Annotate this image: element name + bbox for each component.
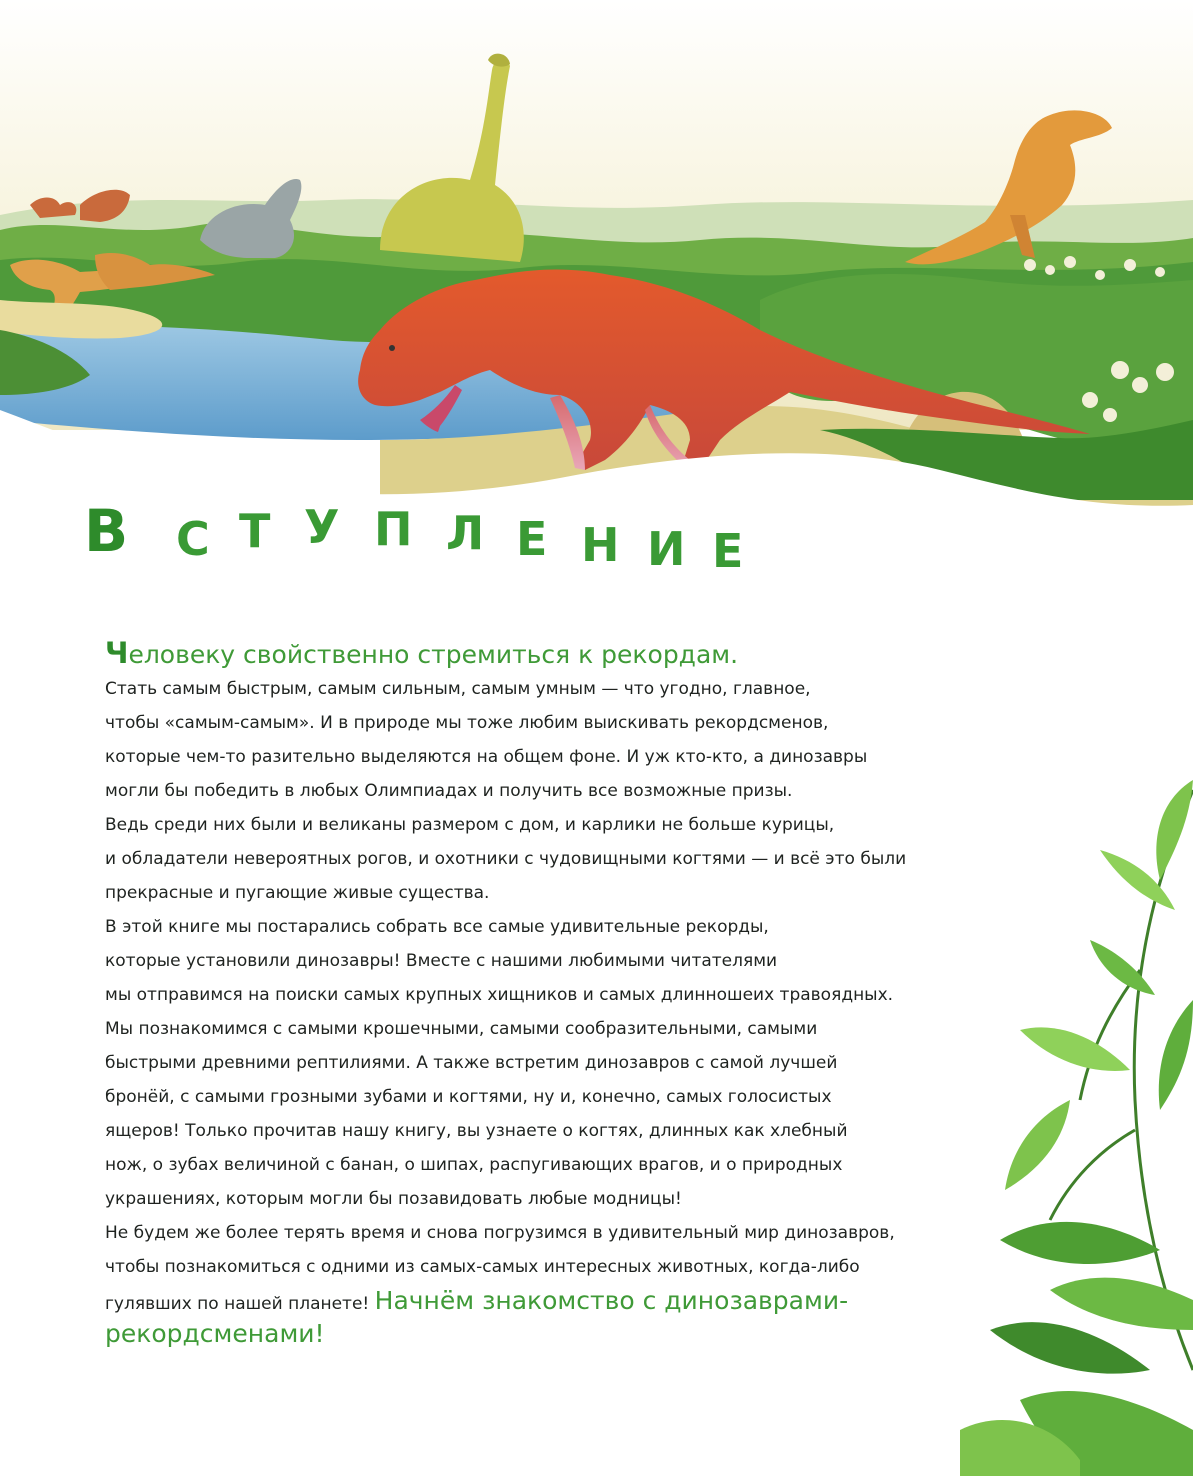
- body-line: могли бы победить в любых Олимпиадах и получить все возможные призы.: [105, 781, 793, 801]
- body-line: ящеров! Только прочитав нашу книгу, вы узнаете о когтях, длинных как хлебный: [105, 1121, 848, 1141]
- title-letter: Л: [446, 506, 485, 560]
- title-letter: Е: [516, 512, 548, 566]
- body-line-last: [105, 1284, 1035, 1318]
- last-line-plain: гулявших по нашей планете!: [105, 1294, 375, 1314]
- outro-highlight: Начнём знакомство с динозаврами-: [374, 1286, 849, 1315]
- body-line: украшениях, которым могли бы позавидовать любые модницы!: [105, 1189, 682, 1209]
- lead-drop-cap: Ч: [105, 636, 129, 670]
- intro-text-block: [105, 634, 1035, 1352]
- body-line: и обладатели невероятных рогов, и охотники с чудовищными когтями — и всё это были: [105, 849, 907, 869]
- lead-sentence: [105, 634, 1035, 672]
- title-first-letter: В: [84, 497, 129, 565]
- body-line: В этой книге мы постарались собрать все самые удивительные рекорды,: [105, 917, 769, 937]
- body-line: чтобы познакомиться с одними из самых-самых интересных животных, когда-либо: [105, 1257, 860, 1277]
- body-line: Мы познакомимся с самыми крошечными, самыми сообразительными, самыми: [105, 1019, 818, 1039]
- body-line: чтобы «самым-самым». И в природе мы тоже любим выискивать рекордсменов,: [105, 713, 829, 733]
- body-line: Ведь среди них были и великаны размером с дом, и карлики не больше курицы,: [105, 815, 835, 835]
- leaf-group-2: [1005, 1000, 1193, 1190]
- body-line: прекрасные и пугающие живые существа.: [105, 883, 490, 903]
- title-letter: Н: [581, 518, 620, 572]
- body-line: мы отправимся на поиски самых крупных хищников и самых длинношеих травоядных.: [105, 985, 894, 1005]
- title-letter: С: [176, 512, 210, 566]
- body-line: нож, о зубах величиной с банан, о шипах, распугивающих врагов, и о природных: [105, 1155, 843, 1175]
- outro-highlight-continued: рекордсменами!: [105, 1319, 325, 1348]
- body-line: Стать самым быстрым, самым сильным, самым умным — что угодно, главное,: [105, 679, 811, 699]
- body-line: которые чем-то разительно выделяются на общем фоне. И уж кто-кто, а динозавры: [105, 747, 868, 767]
- body-line: которые установили динозавры! Вместе с нашими любимыми читателями: [105, 951, 778, 971]
- title-letter: П: [374, 502, 413, 556]
- decorative-leaves-illustration: [960, 770, 1193, 1476]
- title-letter: У: [304, 500, 340, 554]
- body-line: бронёй, с самыми грозными зубами и когтями, ну и, конечно, самых голосистых: [105, 1087, 832, 1107]
- lead-rest: еловеку свойственно стремиться к рекордам.: [128, 640, 739, 669]
- body-line: быстрыми древними рептилиями. А также встретим динозавров с самой лучшей: [105, 1053, 838, 1073]
- title-letter: Е: [712, 524, 744, 578]
- title-letter: И: [647, 522, 686, 576]
- body-line: Не будем же более терять время и снова погрузимся в удивительный мир динозавров,: [105, 1223, 895, 1243]
- title-letter: Т: [239, 504, 271, 558]
- page-title: [84, 496, 804, 586]
